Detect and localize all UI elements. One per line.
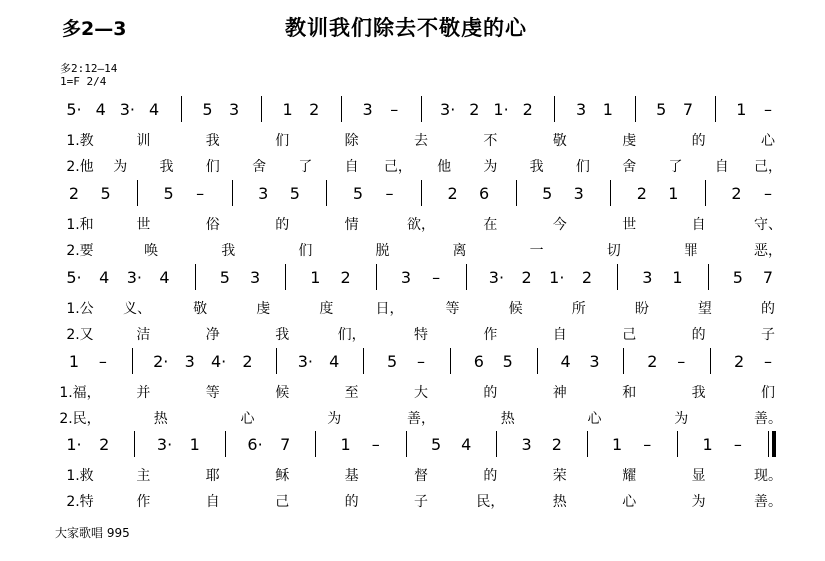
lyric-syllable: 自	[714, 159, 729, 175]
scripture-ref: 多2:12—14	[60, 62, 118, 75]
note: 4	[99, 268, 110, 287]
lyric-syllable: 我	[275, 327, 290, 343]
lyric-syllable: 除	[344, 133, 359, 149]
note: 5	[163, 184, 174, 203]
note: 7	[762, 268, 774, 287]
lyric-syllable: 敬	[193, 301, 208, 317]
barline	[677, 431, 678, 457]
note: 6·	[247, 435, 263, 454]
barline	[195, 264, 196, 290]
note: 2	[551, 435, 562, 454]
lyric-syllable: 他	[437, 159, 452, 175]
barline	[710, 348, 711, 374]
lyric-syllable: 耶	[205, 468, 220, 484]
footer-source: 大家歌唱 995	[55, 526, 130, 540]
note: 3	[229, 100, 240, 119]
lyric-syllable: 主	[136, 468, 151, 484]
lyric-syllable: 心	[761, 133, 775, 149]
barline	[326, 180, 327, 206]
lyric-syllable: 民，	[476, 494, 505, 510]
lyric-syllable: 一	[529, 243, 544, 259]
lyric-syllable: 等	[205, 385, 220, 401]
note: –	[764, 184, 772, 203]
lyric-syllable: 的	[691, 133, 706, 149]
barline	[232, 180, 233, 206]
barline	[708, 264, 709, 290]
lyric-syllable: 所	[571, 301, 586, 317]
barline	[705, 180, 706, 206]
lyric-syllable: 的	[691, 327, 706, 343]
lyric-syllable: 并	[136, 385, 151, 401]
lyric-syllable: 洁	[136, 327, 151, 343]
lyric-syllable: 子	[761, 327, 775, 343]
lyric-syllable: 心	[240, 411, 255, 427]
lyric-syllable: 己	[622, 327, 637, 343]
note: –	[417, 352, 425, 371]
barline	[715, 96, 716, 122]
barline	[623, 348, 624, 374]
barline	[363, 348, 364, 374]
barline	[537, 348, 538, 374]
lyric-syllable: 和	[622, 385, 637, 401]
note: 2	[309, 100, 320, 119]
note: –	[764, 100, 772, 119]
note: 1·	[549, 268, 565, 287]
note: 4	[329, 352, 340, 371]
note: 5	[100, 184, 111, 203]
lyric-syllable: 至	[344, 385, 359, 401]
lyric-syllable: 们	[205, 159, 220, 175]
barline	[554, 96, 555, 122]
lyric-syllable: 神	[552, 385, 567, 401]
lyric-syllable: 1.救	[66, 468, 94, 484]
note: 3	[184, 352, 195, 371]
note: 5	[656, 100, 667, 119]
lyric-syllable: 舍	[252, 159, 267, 175]
lyric-syllable: 世	[622, 217, 637, 233]
note: 5·	[66, 100, 82, 119]
lyric-syllable: 心	[622, 494, 637, 510]
lyric-syllable: 耀	[622, 468, 637, 484]
hymn-title: 教训我们除去不敬虔的心	[285, 16, 527, 40]
note: 2	[733, 352, 745, 371]
lyric-syllable: 等	[445, 301, 460, 317]
note: –	[196, 184, 205, 203]
note: 3	[576, 100, 587, 119]
note: 5·	[66, 268, 82, 287]
note: –	[432, 268, 441, 287]
lyric-syllable: 虔	[622, 133, 637, 149]
lyric-syllable: 世	[136, 217, 151, 233]
lyric-syllable: 特	[414, 327, 428, 343]
note: 2	[731, 184, 742, 203]
barline	[635, 96, 636, 122]
lyric-syllable: 2.又	[66, 327, 94, 343]
lyric-syllable: 1.和	[66, 217, 94, 233]
lyric-syllable: 的	[275, 217, 290, 233]
key-signature: 1=F 2/4	[60, 75, 107, 88]
lyric-syllable: 2.他	[66, 159, 94, 175]
note: 4	[95, 100, 106, 119]
lyric-syllable: 督	[414, 468, 428, 484]
lyric-syllable: 我	[159, 159, 174, 175]
note: 4	[148, 100, 160, 119]
note: 3	[642, 268, 653, 287]
lyric-syllable: 2.民，	[59, 411, 101, 427]
lyric-syllable: 为	[483, 159, 498, 175]
note: 4	[560, 352, 571, 371]
note: 3·	[297, 352, 313, 371]
lyric-syllable: 舍	[622, 159, 637, 175]
lyric-syllable: 义、	[123, 301, 152, 317]
note: 1	[736, 100, 747, 119]
note: 5	[732, 268, 743, 287]
hymn-number: 多2—3	[62, 18, 127, 40]
lyric-syllable: 的	[344, 494, 359, 510]
note: 1	[189, 435, 200, 454]
barline	[516, 180, 517, 206]
lyric-syllable: 们，	[337, 327, 366, 343]
note: 2	[636, 184, 647, 203]
note: 1	[702, 435, 713, 454]
lyric-syllable: 2.特	[66, 494, 94, 510]
note: 3·	[440, 100, 456, 119]
note: 5	[219, 268, 230, 287]
barline	[137, 180, 138, 206]
lyric-syllable: 恶，	[754, 243, 782, 259]
note: –	[733, 435, 742, 454]
lyric-syllable: 心	[587, 411, 602, 427]
lyric-syllable: 在	[483, 217, 498, 233]
note: 2	[447, 184, 458, 203]
lyric-syllable: 己	[275, 494, 290, 510]
note: 3·	[488, 268, 505, 287]
final-barline-thick	[772, 431, 776, 457]
barline	[466, 264, 467, 290]
lyric-syllable: 俗	[205, 217, 220, 233]
lyric-syllable: 净	[205, 327, 220, 343]
note: 1	[602, 100, 613, 119]
note: 5	[386, 352, 398, 371]
note: –	[643, 435, 652, 454]
note: 7	[280, 435, 291, 454]
note: 3	[573, 184, 584, 203]
lyric-syllable: 显	[691, 468, 706, 484]
lyric-syllable: 为	[327, 411, 342, 427]
note: 1	[612, 435, 623, 454]
lyric-syllable: 自	[205, 494, 220, 510]
barline	[421, 96, 422, 122]
note: 6	[473, 352, 484, 371]
lyric-syllable: 的	[761, 301, 775, 317]
note: 2	[99, 435, 110, 454]
lyric-syllable: 唤	[144, 243, 159, 259]
lyric-syllable: 作	[136, 494, 151, 510]
lyric-syllable: 候	[508, 301, 523, 317]
lyric-syllable: 己，	[754, 159, 782, 175]
lyric-syllable: 我	[529, 159, 544, 175]
lyric-syllable: 稣	[275, 468, 290, 484]
note: 2	[647, 352, 658, 371]
note: 1	[310, 268, 321, 287]
note: 1	[668, 184, 679, 203]
lyric-syllable: 基	[344, 468, 359, 484]
barline	[376, 264, 377, 290]
note: 2	[340, 268, 351, 287]
barline	[450, 348, 451, 374]
note: 1	[672, 268, 683, 287]
lyric-syllable: 1.教	[66, 133, 94, 149]
note: –	[677, 352, 686, 371]
barline	[341, 96, 342, 122]
note: 3	[521, 435, 532, 454]
note: 1	[340, 435, 351, 454]
lyric-syllable: 候	[275, 385, 290, 401]
note: 3	[249, 268, 261, 287]
lyric-syllable: 热	[153, 411, 168, 427]
barline	[496, 431, 497, 457]
lyric-syllable: 不	[483, 133, 498, 149]
note: –	[764, 352, 772, 371]
note: 5	[430, 435, 442, 454]
lyric-syllable: 了	[668, 159, 683, 175]
note: 3·	[126, 268, 142, 287]
note: 5	[289, 184, 300, 203]
lyric-syllable: 罪	[683, 243, 698, 259]
lyric-syllable: 守、	[754, 217, 782, 233]
note: 5	[502, 352, 513, 371]
lyric-syllable: 热	[500, 411, 515, 427]
lyric-syllable: 我	[205, 133, 220, 149]
barline	[315, 431, 316, 457]
lyric-syllable: 现。	[754, 468, 782, 484]
barline	[285, 264, 286, 290]
lyric-syllable: 我	[691, 385, 706, 401]
lyric-syllable: 日，	[375, 301, 404, 317]
note: 3	[258, 184, 269, 203]
note: 3	[362, 100, 373, 119]
note: 2	[522, 100, 533, 119]
note: 5	[202, 100, 213, 119]
lyric-syllable: 荣	[552, 468, 567, 484]
barline	[261, 96, 262, 122]
lyric-syllable: 切	[606, 243, 621, 259]
lyric-syllable: 2.要	[66, 243, 94, 259]
note: 4	[159, 268, 170, 287]
lyric-syllable: 去	[414, 133, 428, 149]
lyric-syllable: 敬	[552, 133, 567, 149]
lyric-syllable: 望	[697, 301, 712, 317]
barline	[276, 348, 277, 374]
note: 4·	[210, 352, 227, 371]
lyric-syllable: 己，	[383, 159, 412, 175]
note: 3	[400, 268, 411, 287]
note: 7	[682, 100, 694, 119]
note: 5	[352, 184, 363, 203]
note: 3	[589, 352, 600, 371]
lyric-syllable: 们	[575, 159, 590, 175]
lyric-syllable: 为	[691, 494, 706, 510]
lyric-syllable: 善。	[754, 411, 782, 427]
note: 5	[542, 184, 553, 203]
note: 2	[521, 268, 532, 287]
note: –	[371, 435, 380, 454]
lyric-syllable: 自	[691, 217, 706, 233]
note: 1·	[66, 435, 82, 454]
note: 2	[242, 352, 253, 371]
barline	[406, 431, 407, 457]
note: –	[390, 100, 399, 119]
lyric-syllable: 训	[136, 133, 151, 149]
lyric-syllable: 离	[452, 243, 467, 259]
note: 2·	[153, 352, 169, 371]
lyric-syllable: 1.公	[66, 301, 94, 317]
lyric-syllable: 欲，	[407, 217, 435, 233]
lyric-syllable: 盼	[634, 301, 649, 317]
lyric-syllable: 善。	[754, 494, 782, 510]
barline	[610, 180, 611, 206]
lyric-syllable: 自	[552, 327, 567, 343]
lyric-syllable: 我	[221, 243, 236, 259]
lyric-syllable: 们	[298, 243, 313, 259]
note: 2	[469, 100, 480, 119]
note: 6	[478, 184, 490, 203]
note: 3·	[156, 435, 173, 454]
lyric-syllable: 虔	[256, 301, 271, 317]
note: –	[98, 352, 107, 371]
note: 3·	[119, 100, 136, 119]
lyric-syllable: 情	[344, 217, 359, 233]
lyric-syllable: 善，	[407, 411, 435, 427]
barline	[181, 96, 182, 122]
lyric-syllable: 1.福，	[59, 385, 101, 401]
note: –	[385, 184, 394, 203]
note: 1	[68, 352, 80, 371]
barline	[617, 264, 618, 290]
barline	[132, 348, 133, 374]
lyric-syllable: 们	[275, 133, 290, 149]
barline	[134, 431, 135, 457]
lyric-syllable: 度	[319, 301, 334, 317]
lyric-syllable: 为	[113, 159, 128, 175]
lyric-syllable: 脱	[375, 243, 390, 259]
note: 4	[461, 435, 472, 454]
lyric-syllable: 了	[298, 159, 313, 175]
lyric-syllable: 作	[483, 327, 498, 343]
note: 2	[68, 184, 80, 203]
barline	[587, 431, 588, 457]
lyric-syllable: 的	[483, 385, 498, 401]
lyric-syllable: 自	[344, 159, 359, 175]
lyric-syllable: 大	[414, 385, 428, 401]
final-barline	[768, 431, 769, 457]
lyric-syllable: 热	[552, 494, 567, 510]
lyric-syllable: 的	[483, 468, 498, 484]
note: 2	[581, 268, 593, 287]
lyric-syllable: 为	[674, 411, 689, 427]
barline	[225, 431, 226, 457]
note: 1	[282, 100, 293, 119]
lyric-syllable: 们	[761, 385, 775, 401]
lyric-syllable: 今	[552, 217, 567, 233]
lyric-syllable: 子	[414, 494, 428, 510]
note: 1·	[493, 100, 509, 119]
barline	[421, 180, 422, 206]
